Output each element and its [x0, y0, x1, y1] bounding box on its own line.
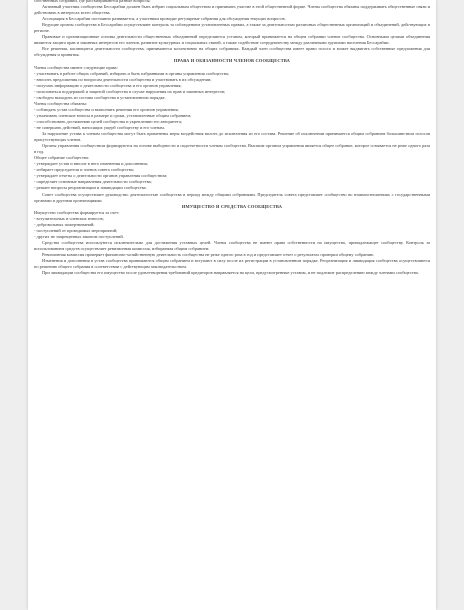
- document-paragraph: За нарушение устава к членам сообщества могут быть применены меры воздействия вплоть до исключения из его состава. Решение об исключении принимается общим собранием большинством голосов присутствующих членов.: [34, 131, 430, 143]
- document-paragraph: Имущество сообщества формируется за счет:: [34, 209, 120, 215]
- document-paragraph: - пользоваться поддержкой и защитой сообщества в случае нарушения их прав и законных интересов;: [34, 88, 226, 94]
- document-paragraph: - избирает председателя и членов совета сообщества;: [34, 167, 134, 173]
- document-paragraph: Правовые и организационные основы деятельности общественных объединений определяются уставом, который принимается на общем собрании членов сообщества. Основными целями объединения являются защита прав и законных интересов его членов, развитие культурных и социальных связей, а также содействие сотрудничеству между различными группами населения Бессарабии.: [34, 34, 430, 46]
- document-paragraph: - уплачивать членские взносы в размере и сроки, установленные общим собранием;: [34, 112, 192, 118]
- document-paragraph: - утверждает устав и вносит в него изменения и дополнения;: [34, 161, 148, 167]
- document-paragraph: собственных собраний, где рассматриваются разные вопросы;: [34, 0, 151, 3]
- document-paragraph: - поступлений от проводимых мероприятий;: [34, 227, 118, 233]
- document-paragraph: - других не запрещенных законом поступлений.: [34, 233, 124, 239]
- document-paragraph: - соблюдать устав сообщества и выполнять решения его органов управления;: [34, 106, 179, 112]
- document-paragraph: - участвовать в работе общих собраний, избирать и быть избранными в органы управления сообщества;: [34, 70, 229, 76]
- section-heading: ПРАВА И ОБЯЗАННОСТИ ЧЛЕНОВ СООБЩЕСТВА: [173, 58, 291, 64]
- section-heading: ИМУЩЕСТВО И СРЕДСТВА СООБЩЕСТВА: [181, 203, 283, 209]
- document-paragraph: При ликвидации сообщества его имущество после удовлетворения требований кредиторов направляется на цели, предусмотренные уставом, и не подлежит распределению между членами сообщества.: [42, 270, 419, 276]
- document-paragraph: Органы управления сообществом формируются на основе выборности и подотчетности членам сообщества. Высшим органом управления является общее собрание, которое созывается не реже одного раза в год.: [34, 143, 430, 155]
- document-page: [28, 0, 436, 610]
- document-paragraph: Члены сообщества обязаны:: [34, 100, 87, 106]
- document-paragraph: - свободно выходить из состава сообщества в установленном порядке.: [34, 94, 166, 100]
- document-paragraph: - определяет основные направления деятельности сообщества;: [34, 179, 152, 185]
- document-paragraph: - добровольных пожертвований;: [34, 221, 95, 227]
- document-paragraph: - получать информацию о деятельности сообщества и его органов управления;: [34, 82, 182, 88]
- document-paragraph: Ассоциация в Бессарабии постоянно развивается, а участники проводят регулярные собрания для обсуждения текущих вопросов.: [42, 16, 286, 22]
- document-paragraph: - решает вопросы реорганизации и ликвидации сообщества.: [34, 185, 147, 191]
- document-paragraph: - вступительных и членских взносов;: [34, 215, 104, 221]
- document-paragraph: Активный участник сообщества Бессарабии должен быть избран социальным обществом и принимать участие в этой общественной форме. Члены сообщества обязаны поддерживать общественные связи и действовать в интересах всего общества.: [34, 4, 430, 16]
- document-paragraph: Члены сообщества имеют следующие права:: [34, 64, 118, 70]
- document-paragraph: Совет сообщества осуществляет руководство деятельностью сообщества в период между общими собраниями. Председатель совета представляет сообщество во взаимоотношениях с государственными органами и другими организациями.: [34, 191, 430, 203]
- document-paragraph: - не совершать действий, наносящих ущерб сообществу и его членам.: [34, 124, 165, 130]
- document-paragraph: Средства сообщества используются исключительно для достижения уставных целей. Члены сообщества не имеют права собственности на имущество, принадлежащее сообществу. Контроль за использованием средств осуществляет ревизионная комиссия, избираемая общим собранием.: [34, 239, 430, 251]
- document-paragraph: - вносить предложения по вопросам деятельности сообщества и участвовать в их обсуждении;: [34, 76, 212, 82]
- document-paragraph: - способствовать достижению целей сообщества и укреплению его авторитета;: [34, 118, 183, 124]
- document-paragraph: Изменения и дополнения в устав сообщества принимаются общим собранием и вступают в силу после их регистрации в установленном порядке. Реорганизация и ликвидация сообщества осуществляются по решению общего собрания в соответствии с действующим законодательством.: [34, 258, 430, 270]
- document-paragraph: Общее собрание сообщества:: [34, 155, 90, 161]
- document-body: [34, 0, 430, 276]
- document-paragraph: Ревизионная комиссия проверяет финансово-хозяйственную деятельность сообщества не реже одного раза в год и представляет отчет о результатах проверки общему собранию.: [42, 251, 375, 257]
- document-paragraph: Все решения, касающиеся деятельности сообщества, принимаются коллективно на общих собраниях. Каждый член сообщества имеет право голоса и может выдвигать собственные предложения для обсуждения и принятия.: [34, 46, 430, 58]
- document-paragraph: - утверждает отчеты о деятельности органов управления сообществом;: [34, 173, 168, 179]
- document-paragraph: Ведущие органы сообщества в Бессарабии осуществляют контроль за соблюдением установленных правил, а также за деятельностью различных общественных организаций и объединений, действующих в регионе.: [34, 22, 430, 34]
